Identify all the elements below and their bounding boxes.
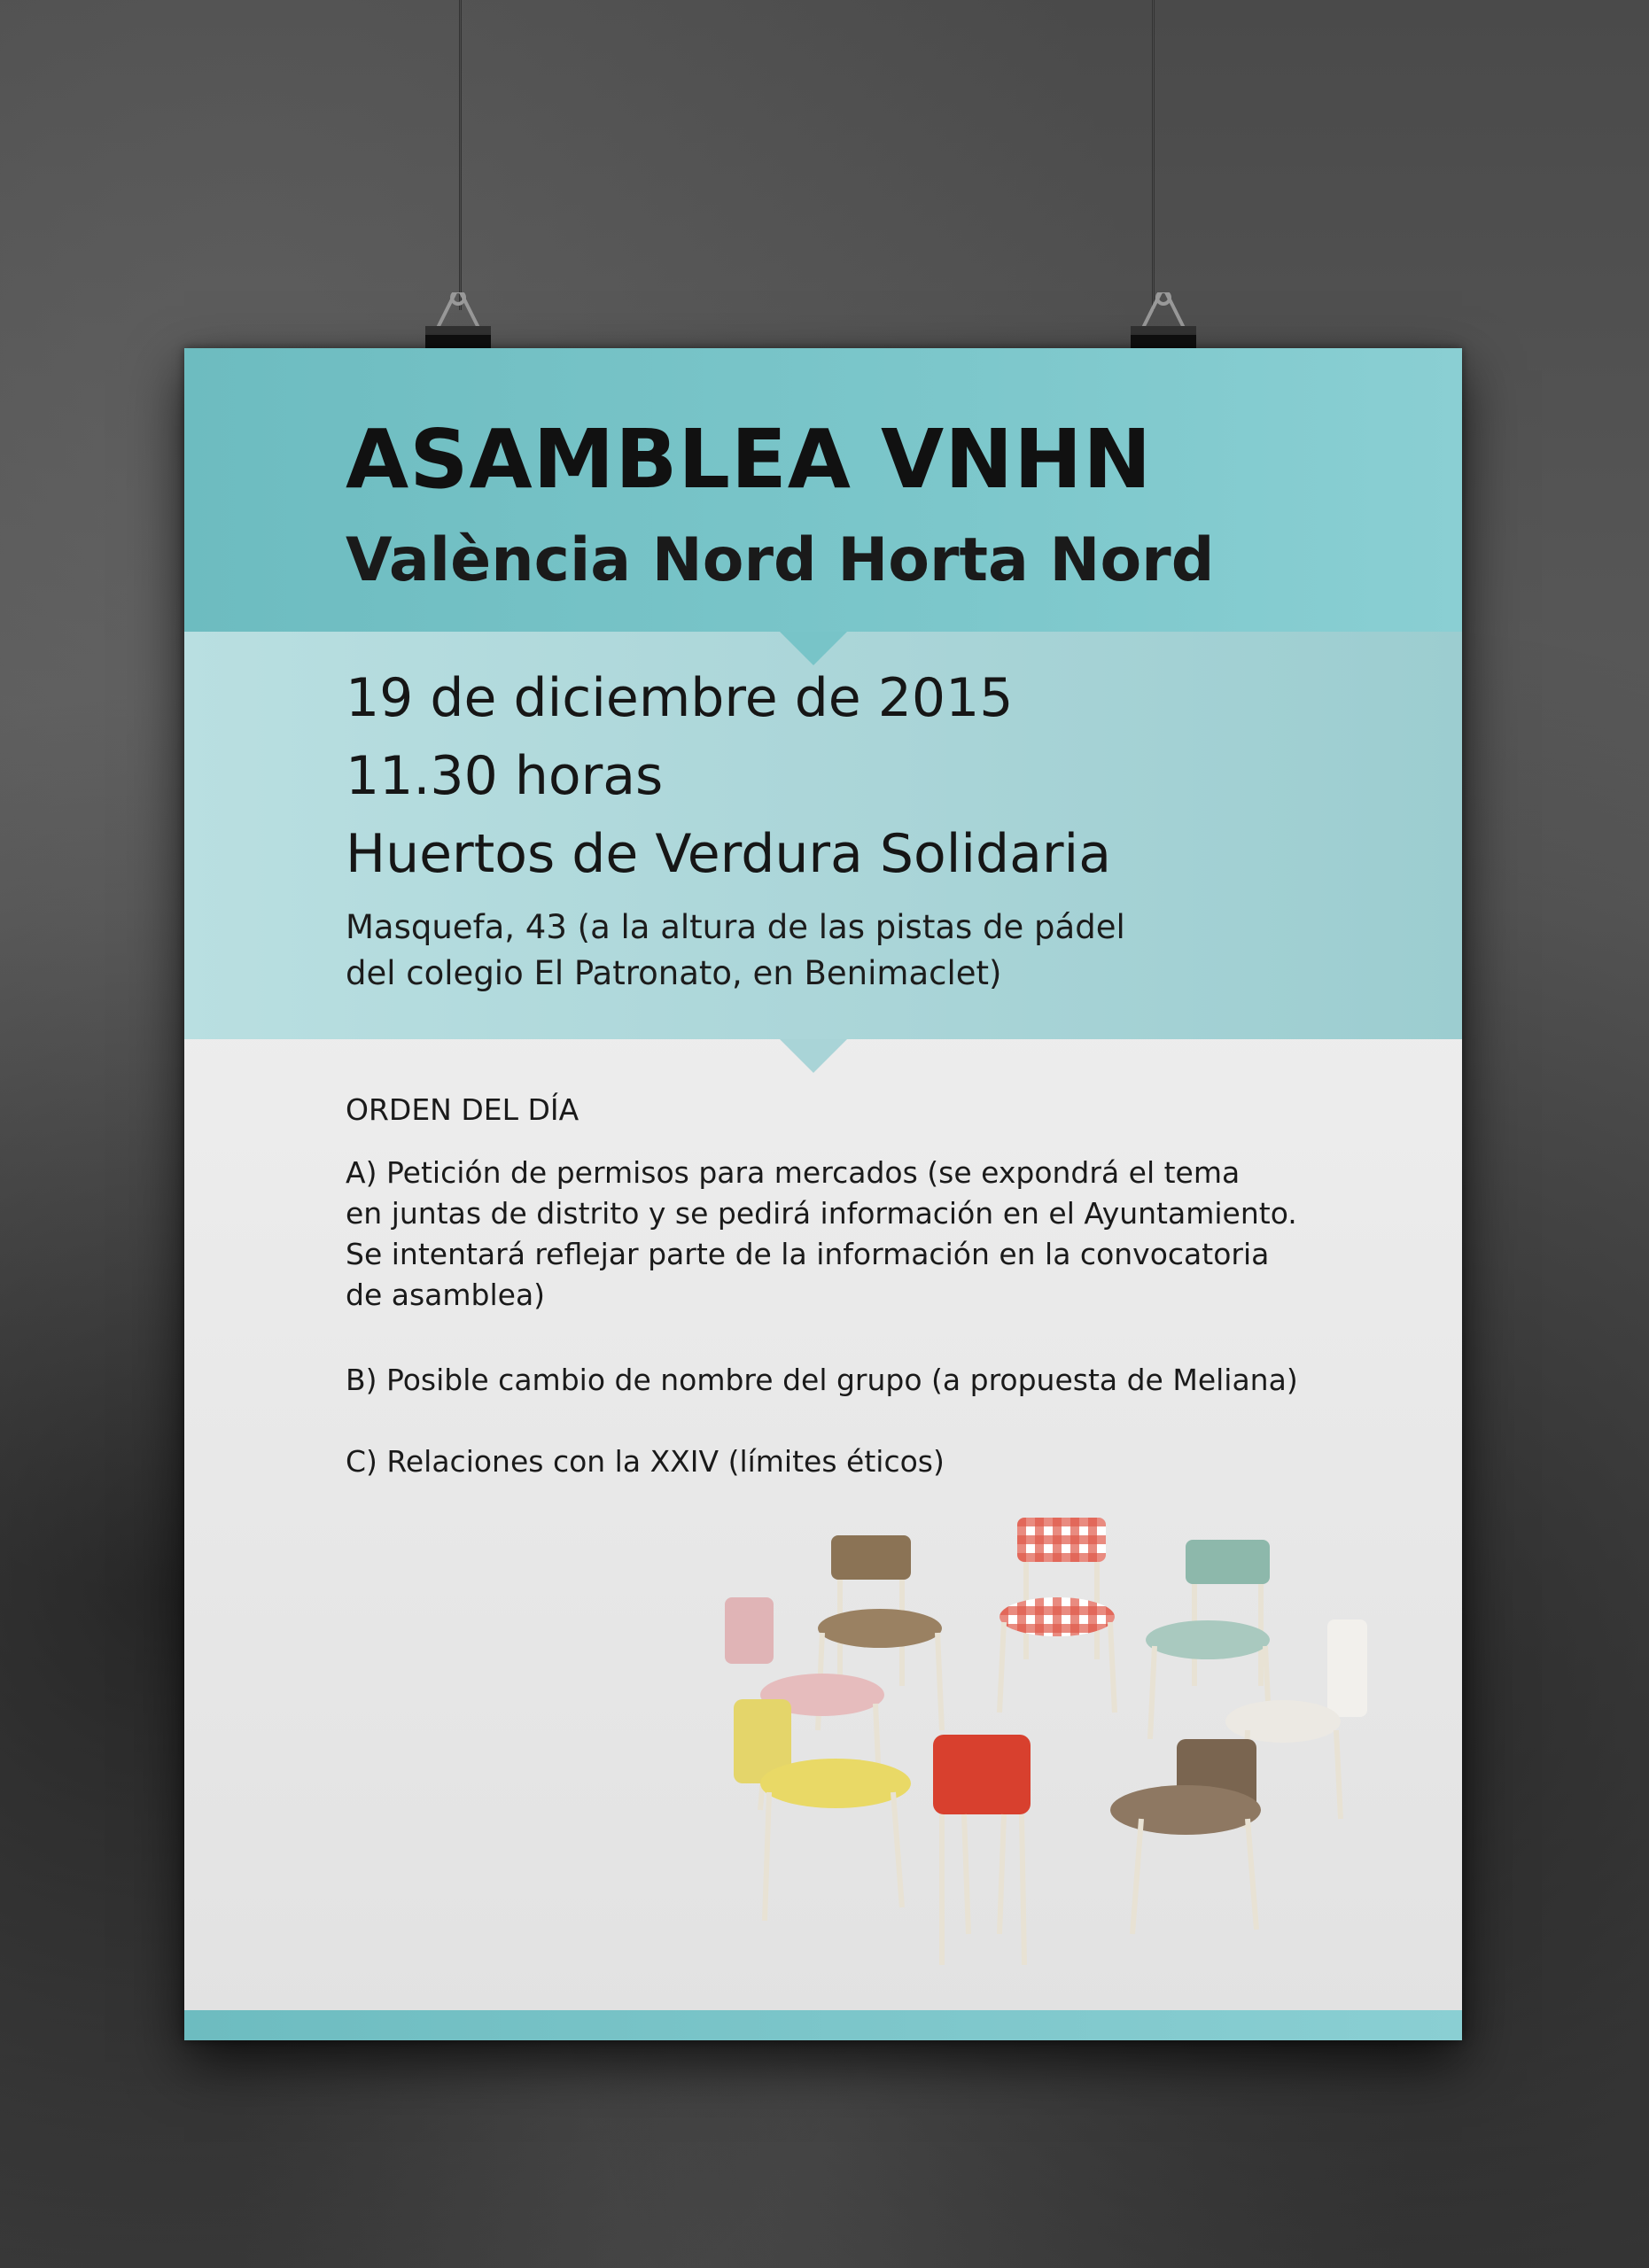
poster-subtitle: València Nord Horta Nord [346,525,1215,595]
poster-title: ASAMBLEA VNHN [346,412,1153,507]
footer-band [184,2010,1462,2040]
chairs-circle-illustration [716,1518,1389,1978]
header-pointer [780,632,847,665]
info-pointer [780,1039,847,1073]
event-address-line-1: Masquefa, 43 (a la altura de las pistas de pádel [346,908,1125,946]
poster [184,348,1462,2040]
event-address-line-2: del colegio El Patronato, en Benimaclet) [346,954,1002,992]
chair-patterned [1110,1739,1261,1934]
event-venue: Huertos de Verdura Solidaria [346,823,1111,885]
hanging-wire-right [1152,0,1155,310]
chair-red [933,1735,1031,1965]
event-date: 19 de diciembre de 2015 [346,667,1014,729]
chair-gingham [1000,1518,1115,1713]
hanging-wire-left [459,0,462,310]
agenda-line: Se intentará reflejar parte de la información en la convocatoria [346,1237,1270,1271]
agenda-line: de asamblea) [346,1278,546,1312]
agenda-heading: ORDEN DEL DÍA [346,1092,579,1127]
agenda-line: C) Relaciones con la XXIV (límites éticos) [346,1444,945,1479]
agenda-line: A) Petición de permisos para mercados (se expondrá el tema [346,1155,1241,1190]
agenda-line: B) Posible cambio de nombre del grupo (a propuesta de Meliana) [346,1363,1298,1397]
agenda-item-a [346,1153,1347,1316]
agenda-line: en juntas de distrito y se pedirá información en el Ayuntamiento. [346,1196,1297,1231]
agenda-item-b [346,1360,1347,1401]
event-time: 11.30 horas [346,745,664,807]
agenda-item-c [346,1441,1347,1482]
